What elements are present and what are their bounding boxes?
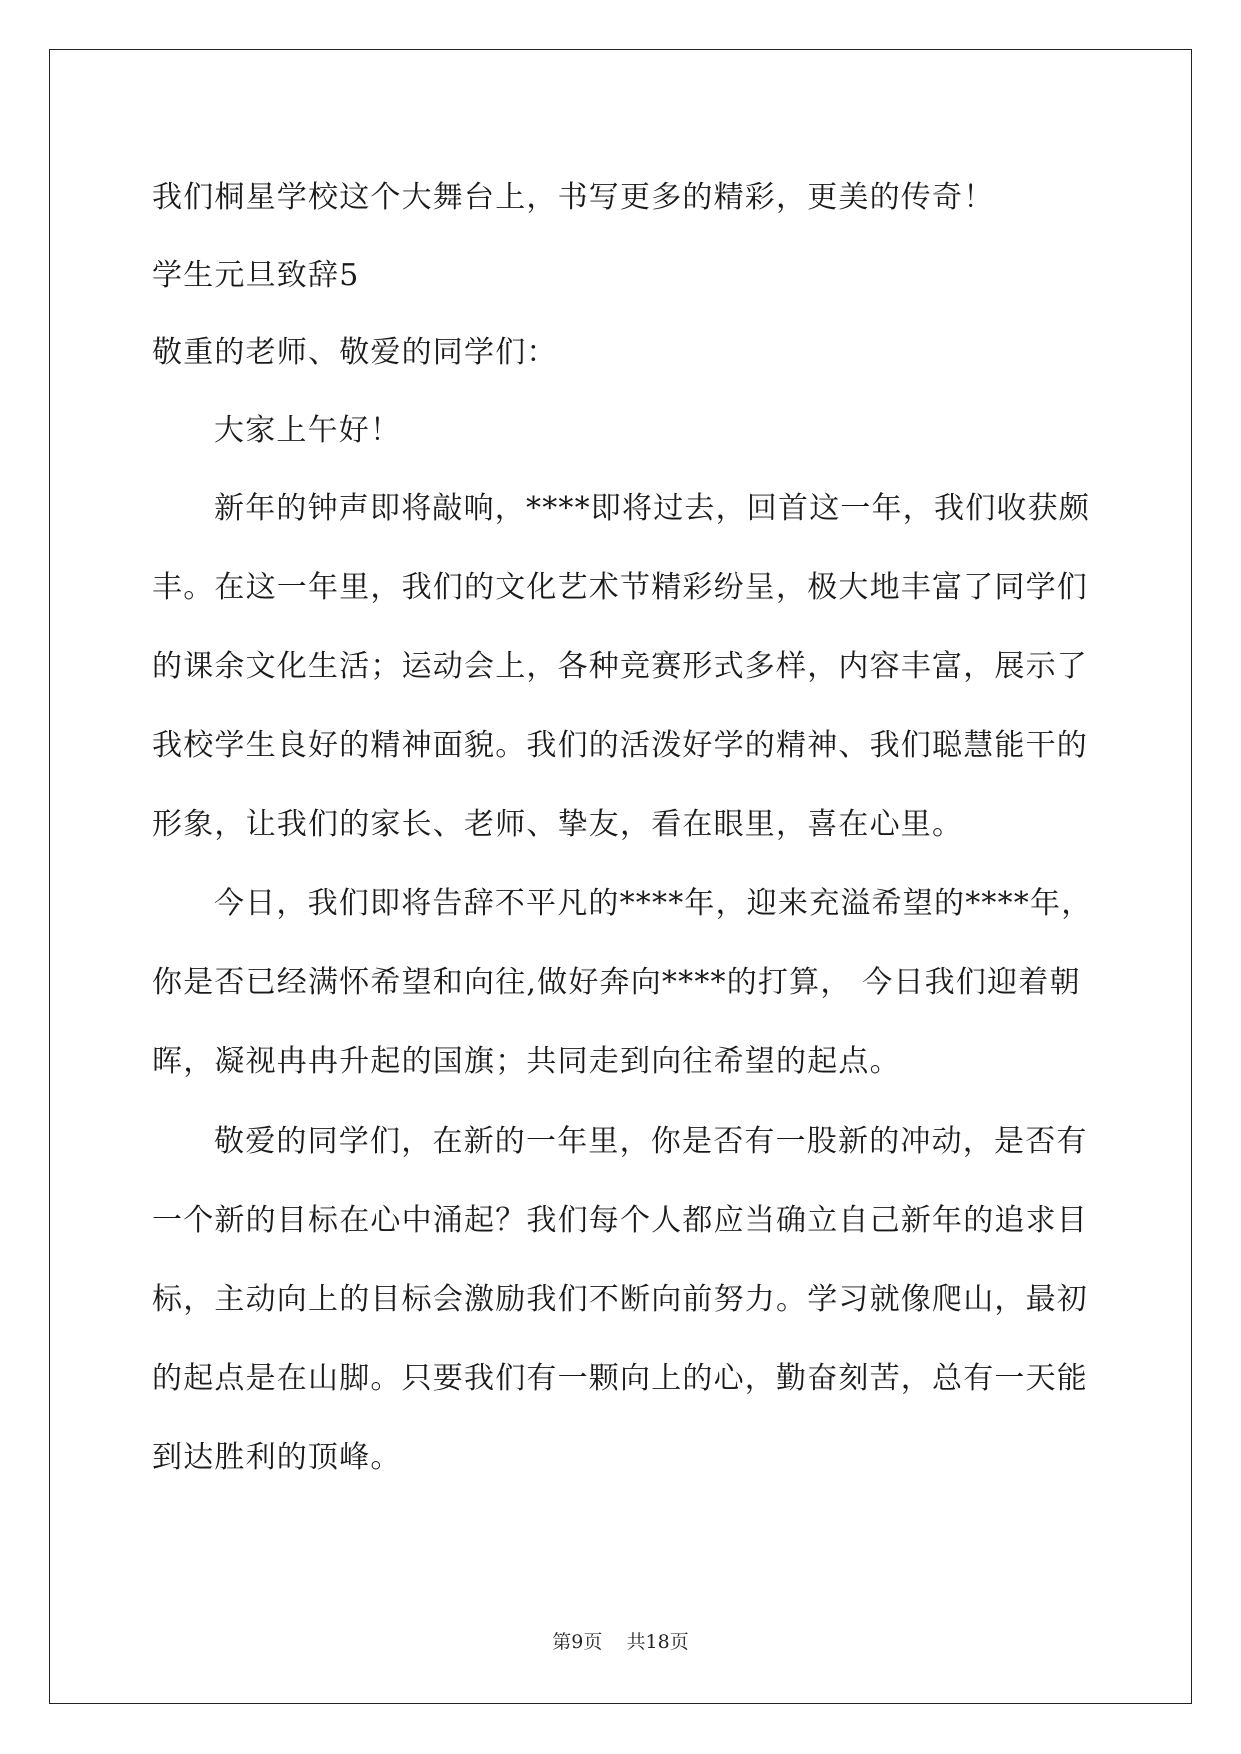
paragraph-line: 标，主动向上的目标会激励我们不断向前努力。学习就像爬山，最初 bbox=[152, 1282, 1088, 1317]
paragraph-line: 的课余文化生活；运动会上，各种竞赛形式多样，内容丰富，展示了 bbox=[152, 649, 1088, 684]
paragraph-line: 一个新的目标在心中涌起？我们每个人都应当确立自己新年的追求目 bbox=[152, 1203, 1088, 1238]
paragraph-line: 形象，让我们的家长、老师、挚友，看在眼里，喜在心里。 bbox=[152, 807, 964, 842]
greeting: 大家上午好！ bbox=[214, 413, 402, 448]
paragraph-line: 新年的钟声即将敲响，****即将过去，回首这一年，我们收获颇 bbox=[214, 491, 1090, 526]
paragraph-line: 丰。在这一年里，我们的文化艺术节精彩纷呈，极大地丰富了同学们 bbox=[152, 570, 1088, 605]
page-total: 共18页 bbox=[626, 1631, 689, 1653]
paragraph-line: 敬爱的同学们，在新的一年里，你是否有一股新的冲动，是否有 bbox=[214, 1124, 1088, 1159]
paragraph-line: 今日，我们即将告辞不平凡的****年，迎来充溢希望的****年， bbox=[214, 886, 1093, 921]
paragraph-line: 晖，凝视冉冉升起的国旗；共同走到向往希望的起点。 bbox=[152, 1044, 901, 1079]
paragraph-line: 到达胜利的顶峰。 bbox=[152, 1440, 402, 1475]
page-number: 第9页 bbox=[552, 1631, 603, 1653]
paragraph-line: 的起点是在山脚。只要我们有一颗向上的心，勤奋刻苦，总有一天能 bbox=[152, 1361, 1088, 1396]
section-heading: 学生元旦致辞5 bbox=[152, 258, 360, 293]
paragraph-line: 我校学生良好的精神面貌。我们的活泼好学的精神、我们聪慧能干的 bbox=[152, 728, 1088, 763]
paragraph-line: 你是否已经满怀希望和向往,做好奔向****的打算， 今日我们迎着朝 bbox=[152, 965, 1081, 1000]
text-line: 我们桐星学校这个大舞台上，书写更多的精彩，更美的传奇！ bbox=[152, 180, 995, 215]
salutation: 敬重的老师、敬爱的同学们： bbox=[152, 335, 558, 370]
page-footer bbox=[0, 1627, 1241, 1654]
